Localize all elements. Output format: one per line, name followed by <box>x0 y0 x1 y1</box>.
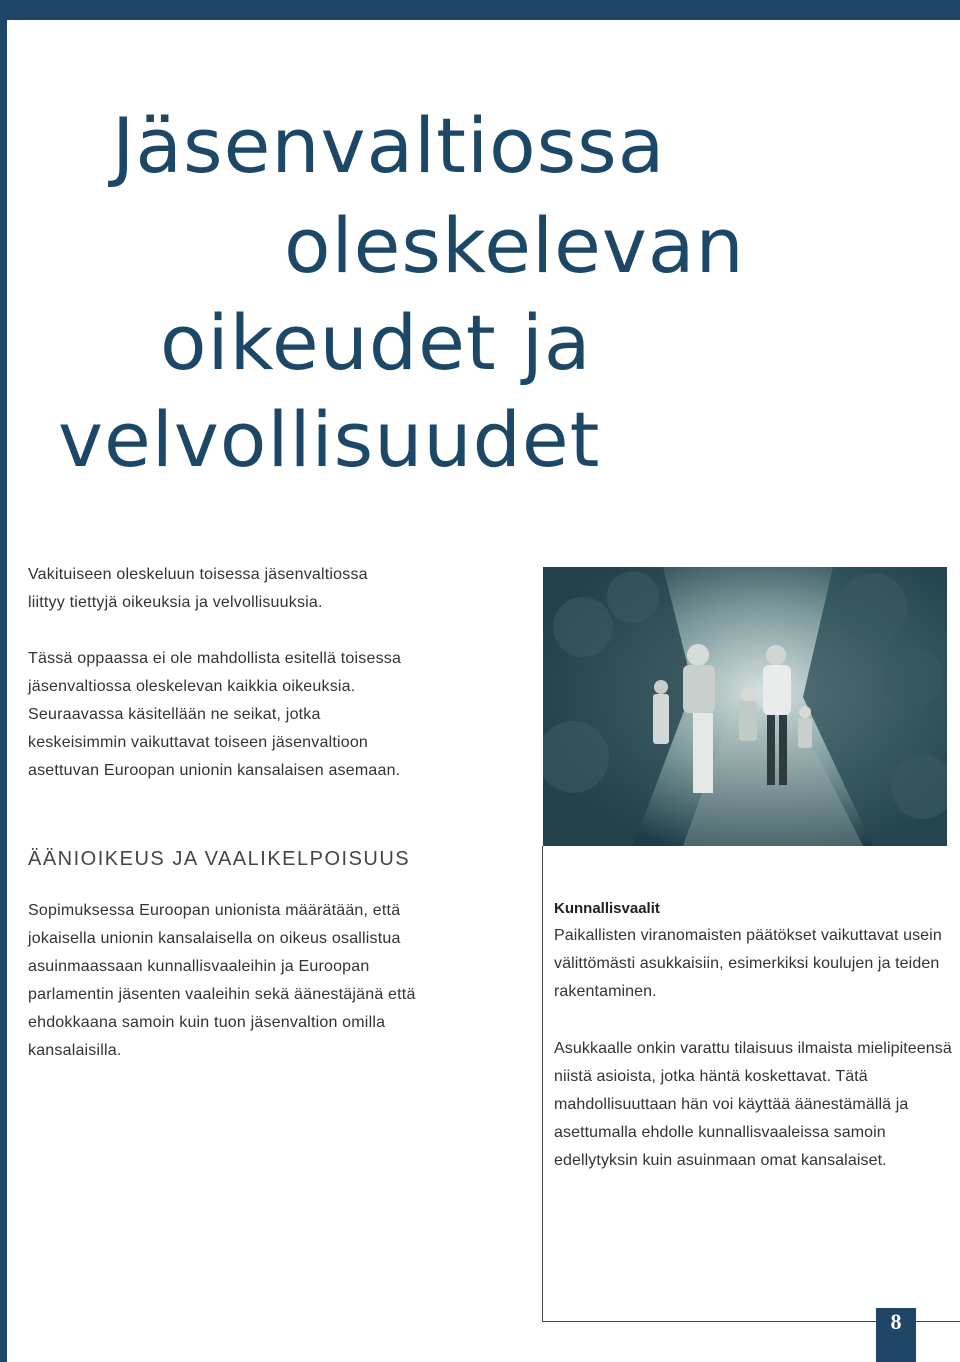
page-title-line-2: oleskelevan <box>284 201 745 290</box>
top-color-band <box>0 0 960 20</box>
sidebar-paragraph-1: Paikallisten viranomaisten päätökset vaikuttavat usein välittömästi asukkaisiin, esimerkiksi koulujen ja teiden rakentaminen. <box>554 927 942 1000</box>
sidebar-paragraph-2: Asukkaalle onkin varattu tilaisuus ilmaista mielipiteensä niistä asioista, jotka häntä koskettavat. Tätä mahdollisuuttaan hän voi käyttää äänestämällä ja asettumalla ehdolle kunnallisvaaleissa samoin edellytyksin kuin asuinmaan omat kansalaiset. <box>554 1040 952 1169</box>
page-title-line-1: Jäsenvaltiossa <box>112 101 666 190</box>
section-heading: ÄÄNIOIKEUS JA VAALIKELPOISUUS <box>28 848 411 870</box>
photo-illustration <box>543 567 947 846</box>
intro-paragraph-2: Tässä oppaassa ei ole mahdollista esitellä toisessa jäsenvaltiossa oleskelevan kaikkia oikeuksia. Seuraavassa käsitellään ne seikat, jotka keskeisimmin vaikuttavat toiseen jäsenvaltioon asettuvan Euroopan unionin kansalaisen asemaan. <box>28 650 402 779</box>
page-title-line-4: velvollisuudet <box>58 395 601 484</box>
sidebar-title: Kunnallisvaalit <box>554 900 660 917</box>
page-number: 8 <box>876 1308 916 1362</box>
sidebar-border-left <box>542 846 543 1322</box>
family-walking-photo <box>543 567 947 846</box>
left-color-band <box>0 0 7 1362</box>
page-title-line-3: oikeudet ja <box>160 298 592 387</box>
section-paragraph: Sopimuksessa Euroopan unionista määrätään, että jokaisella unionin kansalaisella on oikeus osallistua asuinmaassaan kunnallisvaaleihin ja Euroopan parlamentin jäsenten vaaleihin sekä äänestäjänä että ehdokkaana samoin kuin tuon jäsenvaltion omilla kansalaisilla. <box>28 902 416 1059</box>
intro-paragraph-1: Vakituiseen oleskeluun toisessa jäsenvaltiossa liittyy tiettyjä oikeuksia ja velvollisuuksia. <box>28 566 368 611</box>
